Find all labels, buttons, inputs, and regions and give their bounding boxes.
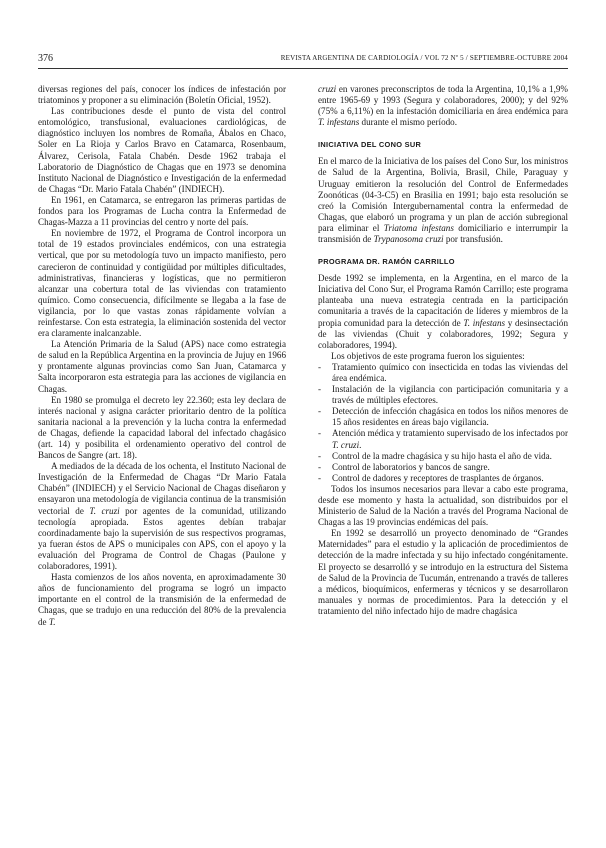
text-run: por transfusión. <box>443 234 503 245</box>
list-item-text: Instalación de la vigilancia con participación comunitaria y a través de múltiples efectores. <box>332 384 568 406</box>
species-name: Trypanosoma cruzi <box>373 234 444 245</box>
right-column <box>318 84 568 617</box>
list-item <box>318 362 568 384</box>
paragraph: La Atención Primaria de la Salud (APS) nace como estrategia de salud en la República Argentina en la provincia de Jujuy en 1966 y prontamente algunas provincias como San Juan, Catamarca y Salta incorporaron esta estrategia para las acciones de vigilancia en Chagas. <box>38 339 286 394</box>
list-item-text: . <box>359 439 362 450</box>
paragraph <box>318 273 568 351</box>
text-run: Desde 1992 se implementa, en la Argentina, en el marco de la Iniciativa del Cono Sur, el Programa Ramón Carrillo; este programa planteaba una nueva estrategia centrada en la participación comunitaria a través de la capacitación de líderes y miembros de la propia comunidad para la detección de <box>318 273 568 328</box>
text-run: A mediados de la década de los ochenta, el Instituto Nacional de Investigación de la Enfermedad de Chagas “Dr Mario Fatala Chabén” (INDIECH) y el Servicio Nacional de Chagas diseñaron y ensayaron una metodología de vigilancia continua de la transmisión vectorial de <box>38 461 286 516</box>
species-name: Triatoma infestans <box>383 222 454 233</box>
list-dash: - <box>318 406 322 417</box>
paragraph: En 1980 se promulga el decreto ley 22.360; esta ley declara de interés nacional y asigna carácter prioritario dentro de la política sanitaria nacional a la prevención y la lucha contra la enfermedad de Chagas, defiende la capacidad laboral del infectado chagásico (art. 14) y posibilita el ordenamiento operativo del control de Bancos de Sangre (art. 18). <box>38 394 286 461</box>
text-run: Hasta comienzos de los años noventa, en aproximadamente 30 años de funcionamiento del programa se logró un impacto importante en el control de la transmisión de la enfermedad de Chagas, que se tradujo en una reducción del 80% de la prevalencia de <box>38 572 286 627</box>
paragraph: En 1992 se desarrolló un proyecto denominado de “Grandes Maternidades” para el estudio y la aplicación de procedimientos de detección de la madre infectada y su hijo infectado congénitamente. El proyecto se desarrolló y se introdujo en la estructura del Sistema de Salud de la Provincia de Tucumán, entrenando a través de talleres a médicos, bioquímicos, enfermeras y técnicos y se desarrollaron manuales y normas de procedimientos. Para la detección y el tratamiento del niño infectado hijo de madre chagásica <box>318 528 569 616</box>
paragraph <box>38 572 286 627</box>
list-item <box>318 473 568 484</box>
section-heading: PROGRAMA DR. RAMÓN CARRILLO <box>318 257 455 267</box>
objectives-list <box>318 362 568 484</box>
text-run: durante el mismo período. <box>359 117 458 128</box>
list-dash: - <box>318 428 322 439</box>
list-item-text: Atención médica y tratamiento supervisado de los infectados por <box>332 428 568 439</box>
page-number: 376 <box>38 53 53 64</box>
list-item <box>318 462 568 473</box>
paragraph: diversas regiones del país, conocer los índices de infestación por triatominos y proponer a su eliminación (Boletín Oficial, 1952). <box>38 84 286 106</box>
paragraph: Todos los insumos necesarios para llevar a cabo este programa, desde ese momento y hasta la actualidad, son distribuidos por el Ministerio de Salud de la Nación a través del Programa Nacional de Chagas a las 19 provincias endémicas del país. <box>318 483 568 528</box>
text-run: y desinsectación de las viviendas (Chuit y colaboradores, 1992; Segura y colaboradores, 1994). <box>318 317 569 350</box>
left-column <box>38 84 286 628</box>
text-run: domiciliario e interrumpir la transmisión de <box>318 222 568 245</box>
species-name: T. infestans <box>318 117 360 128</box>
list-dash: - <box>318 472 322 483</box>
section-spacer <box>318 245 568 256</box>
list-item-text: Tratamiento químico con insecticida en todas las viviendas del área endémica. <box>332 361 568 383</box>
species-name: T. <box>48 616 56 627</box>
page-header <box>38 53 568 67</box>
list-item <box>318 384 568 406</box>
list-dash: - <box>318 450 322 461</box>
list-item <box>318 451 568 462</box>
species-name: T. cruzi <box>89 505 120 516</box>
paragraph: Los objetivos de este programa fueron los siguientes: <box>331 350 525 361</box>
list-dash: - <box>318 361 322 372</box>
section-spacer <box>318 128 568 139</box>
list-item-text: Control de laboratorios y bancos de sangre. <box>332 461 490 472</box>
paragraph: En 1961, en Catamarca, se entregaron las primeras partidas de fondos para los Programas de Lucha contra la Enfermedad de Chagas-Mazza a 11 provincias del centro y norte del país. <box>38 194 286 228</box>
journal-running-head: REVISTA ARGENTINA DE CARDIOLOGÍA / VOL 72 Nº 5 / SEPTIEMBRE-OCTUBRE 2004 <box>280 54 568 62</box>
list-item-text: Detección de infección chagásica en todos los niños menores de 15 años residentes en áreas bajo vigilancia. <box>332 406 568 428</box>
paragraph <box>38 461 286 572</box>
list-item <box>318 428 568 450</box>
paragraph <box>318 84 568 128</box>
section-heading: INICIATIVA DEL CONO SUR <box>318 140 422 150</box>
species-name: T. infestans <box>463 317 506 328</box>
header-rule <box>38 68 568 69</box>
species-name: T. cruzi <box>332 439 360 450</box>
species-name: cruzi <box>318 84 337 94</box>
list-item <box>318 406 568 428</box>
paragraph: Las contribuciones desde el punto de vista del control entomológico, transfusional, evaluaciones cardiológicas, de diagnóstico incluyen los nombres de Romaña, Ábalos en Chaco, Soler en La Rioja y Carlos Bravo en Catamarca, Rosenbaum, Álvarez, Cerisola, Fatala Chabén. Desde 1962 trabaja el Laboratorio de Diagnóstico de Chagas que en 1973 se denomina Instituto Nacional de Diagnóstico e Investigación de la enfermedad de Chagas “Dr. Mario Fatala Chabén” (INDIECH). <box>38 106 286 194</box>
list-item-text: Control de dadores y receptores de trasplantes de órganos. <box>332 472 544 483</box>
paragraph: En noviembre de 1972, el Programa de Control incorpora un total de 19 estados provinciales endémicos, con una estrategia vertical, que por su metodología tuvo un impacto manifiesto, pero carecieron de continuidad y contigüidad por múltiples dificultades, administrativas, financieras y logísticas, que no permitieron alcanzar una cobertura total de las viviendas con tratamiento químico. Como consecuencia, difícilmente se llegaba a la fase de vigilancia, por lo que vastas zonas rápidamente volvían a reinfestarse. Con esta estrategia, la eliminación sostenida del vector era claramente inalcanzable. <box>38 228 286 339</box>
list-dash: - <box>318 384 322 395</box>
text-run: En el marco de la Iniciativa de los países del Cono Sur, los ministros de Salud de la Argentina, Bolivia, Brasil, Chile, Paraguay y Uruguay emitieron la resolución del Control de Enfermedades Zoonóticas (04-3-C5) en Brasilia en 1991; bajo esta resolución se creó la Comisión Intergubernamental contra la enfermedad de Chagas, que elaboró un programa y un plan de acción subregional para eliminar el <box>318 156 568 233</box>
list-dash: - <box>318 461 322 472</box>
paragraph <box>318 156 568 245</box>
text-run: por agentes de la comunidad, utilizando tecnología apropiada. Estos agentes debían trabajar coordinadamente bajo la supervisión de sus respectivos programas, ya fueran éstos de APS o municipales con APS, con el apoyo y la evaluación del Programa de Control de Chagas (Paulone y colaboradores, 1991). <box>38 505 286 572</box>
list-item-text: Control de la madre chagásica y su hijo hasta el año de vida. <box>332 450 552 461</box>
text-run: en varones preconscriptos de toda la Argentina, 10,1% a 1,9% entre 1965-69 y 1993 (Segura y colaboradores, 2000); y del 92% (75% a 6,11%) en la infestación domiciliaria en área endémica para <box>318 84 568 117</box>
